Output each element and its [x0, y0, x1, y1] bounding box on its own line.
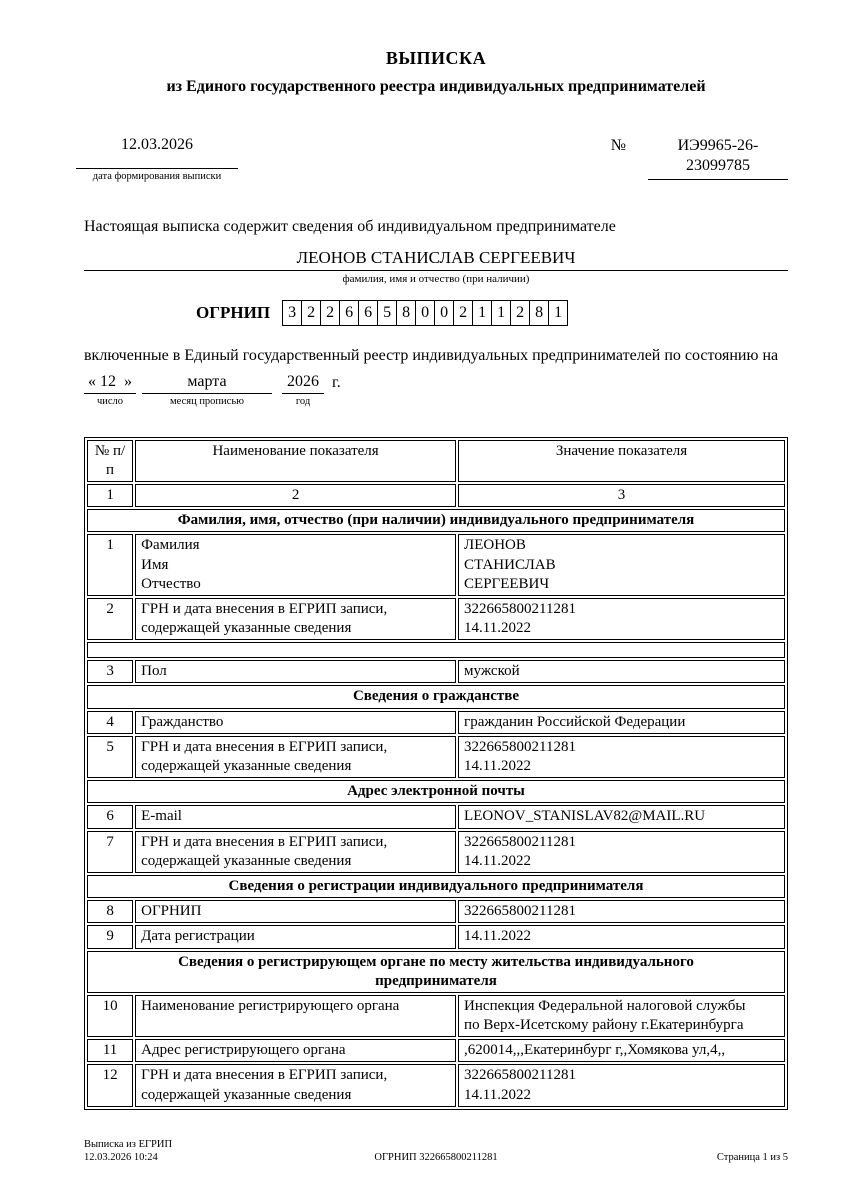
cell-line: Сведения о регистрации индивидуального предпринимателя [228, 877, 644, 894]
extract-number-value [648, 136, 788, 180]
extract-number-line-2: 23099785 [686, 157, 750, 174]
ogrnip-digit-boxes [282, 300, 568, 326]
day-value: 12 [100, 372, 116, 390]
empty-cell [87, 642, 785, 658]
section-header-cell [87, 875, 785, 898]
indicator-name-cell [135, 1064, 456, 1106]
cell-line: 14.11.2022 [464, 758, 531, 775]
year-caption: год [295, 395, 311, 407]
cell-line: 322665800211281 [464, 738, 576, 755]
row-number-cell: 4 [87, 711, 133, 734]
cell-line: содержащей указанные сведения [141, 620, 352, 637]
row-number-cell: 8 [87, 900, 133, 923]
year-suffix: г. [332, 373, 341, 391]
indicator-value-cell [458, 1064, 785, 1106]
meta-row [84, 136, 788, 182]
row-number-cell: 11 [87, 1039, 133, 1062]
section-header-cell [87, 685, 785, 708]
cell-line: 322665800211281 [464, 1067, 576, 1084]
indicator-value-cell [458, 805, 785, 828]
ogrnip-row [196, 300, 788, 326]
ogrnip-digit: 2 [510, 300, 530, 326]
section-header-row [87, 780, 785, 803]
cell-line: ,620014,,,Екатеринбург г,,Хомякова ул,4,, [464, 1042, 726, 1059]
indicator-name-cell [135, 995, 456, 1037]
indicator-name-cell [135, 925, 456, 948]
table-row [87, 711, 785, 734]
cell-line: Наименование регистрирующего органа [141, 997, 400, 1014]
column-numbers-row [87, 484, 785, 507]
page-footer [84, 1138, 788, 1164]
cell-line: Сведения о гражданстве [352, 688, 520, 705]
cell-line: 14.11.2022 [464, 852, 531, 869]
cell-line: предпринимателя [375, 972, 497, 989]
table-row [87, 805, 785, 828]
as-of-date-row [84, 373, 788, 407]
indicator-value-cell [458, 1039, 785, 1062]
document-title: ВЫПИСКА [385, 48, 487, 68]
indicator-name-cell [135, 660, 456, 683]
section-header-row [87, 685, 785, 708]
header-cell-number: № п/п [87, 440, 133, 482]
cell-line: Отчество [141, 575, 201, 592]
section-header-cell [87, 780, 785, 803]
indicator-name-cell [135, 736, 456, 778]
table-row [87, 925, 785, 948]
cell-line: ГРН и дата внесения в ЕГРИП записи, [141, 738, 388, 755]
year-value: 2026 [282, 373, 324, 394]
close-quote: » [124, 372, 132, 390]
row-number-cell: 1 [87, 534, 133, 596]
indicators-table [84, 437, 788, 1110]
indicator-value-cell [458, 736, 785, 778]
table-row [87, 995, 785, 1037]
person-name-block [84, 248, 788, 285]
indicator-name-cell [135, 831, 456, 873]
cell-line: мужской [464, 663, 520, 680]
cell-line: содержащей указанные сведения [141, 1086, 352, 1103]
ogrnip-label: ОГРНИП [196, 303, 271, 322]
ogrnip-digit: 2 [301, 300, 321, 326]
indicator-value-cell [458, 711, 785, 734]
cell-line: 14.11.2022 [464, 620, 531, 637]
table-row [87, 1039, 785, 1062]
row-number-cell: 7 [87, 831, 133, 873]
cell-line: СТАНИСЛАВ [464, 556, 556, 573]
header-cell-indicator-value: Значение показателя [458, 440, 785, 482]
table-row [87, 598, 785, 640]
indicator-value-cell [458, 900, 785, 923]
indicator-name-cell [135, 805, 456, 828]
intro-text: Настоящая выписка содержит сведения об индивидуальном предпринимателе [84, 218, 616, 235]
cell-line: Дата регистрации [141, 928, 255, 945]
indicator-name-cell [135, 711, 456, 734]
number-sign: № [610, 137, 626, 154]
cell-line: содержащей указанные сведения [141, 852, 352, 869]
row-number-cell: 10 [87, 995, 133, 1037]
row-number-cell: 12 [87, 1064, 133, 1106]
month-caption: месяц прописью [170, 395, 244, 407]
ogrnip-digit: 5 [377, 300, 397, 326]
column-number-3: 3 [458, 484, 785, 507]
cell-line: ГРН и дата внесения в ЕГРИП записи, [141, 1067, 388, 1084]
extract-number-line-1: ИЭ9965-26- [677, 137, 759, 154]
ogrnip-digit: 6 [339, 300, 359, 326]
footer-ogrnip: ОГРНИП 322665800211281 [374, 1152, 498, 1164]
cell-line: Пол [141, 663, 167, 680]
cell-line: ГРН и дата внесения в ЕГРИП записи, [141, 600, 388, 617]
cell-line: E-mail [141, 808, 182, 825]
included-text: включенные в Единый государственный реестр индивидуальных предпринимателей по состоянию на [84, 347, 779, 364]
ogrnip-digit: 0 [434, 300, 454, 326]
cell-line: Фамилия [141, 537, 200, 554]
as-of-month-field [142, 373, 272, 407]
cell-line: 322665800211281 [464, 903, 576, 920]
empty-row [87, 642, 785, 658]
footer-left [84, 1138, 319, 1164]
cell-line: гражданин Российской Федерации [464, 713, 686, 730]
cell-line: Сведения о регистрирующем органе по месту жительства индивидуального [178, 953, 694, 970]
footer-timestamp: 12.03.2026 10:24 [84, 1152, 158, 1164]
indicator-value-cell [458, 660, 785, 683]
row-number-cell: 9 [87, 925, 133, 948]
ogrnip-digit: 2 [320, 300, 340, 326]
table-header-row [87, 440, 785, 482]
extract-number-block [611, 136, 788, 180]
indicator-value-cell [458, 598, 785, 640]
cell-line: по Верх-Исетскому району г.Екатеринбурга [464, 1017, 744, 1034]
cell-line: ГРН и дата внесения в ЕГРИП записи, [141, 833, 388, 850]
table-row [87, 1064, 785, 1106]
ogrnip-digit: 8 [529, 300, 549, 326]
indicator-value-cell [458, 925, 785, 948]
ogrnip-digit: 3 [282, 300, 302, 326]
as-of-year-field [282, 373, 324, 407]
ogrnip-digit: 1 [491, 300, 511, 326]
ogrnip-digit: 1 [548, 300, 568, 326]
formation-date-block [76, 136, 238, 182]
ogrnip-digit: 6 [358, 300, 378, 326]
document-subtitle: из Единого государственного реестра индивидуальных предпринимателей [166, 78, 706, 95]
row-number-cell: 3 [87, 660, 133, 683]
indicator-name-cell [135, 534, 456, 596]
indicator-value-cell [458, 831, 785, 873]
table-row [87, 900, 785, 923]
indicator-name-cell [135, 1039, 456, 1062]
section-header-row [87, 875, 785, 898]
document-content [84, 0, 788, 1110]
column-number-1: 1 [87, 484, 133, 507]
month-value: марта [142, 373, 272, 394]
cell-line: Гражданство [141, 713, 224, 730]
indicator-value-cell [458, 534, 785, 596]
cell-line: 322665800211281 [464, 600, 576, 617]
section-header-cell [87, 509, 785, 532]
cell-line: Имя [141, 556, 169, 573]
row-number-cell: 5 [87, 736, 133, 778]
person-name-caption: фамилия, имя и отчество (при наличии) [342, 273, 530, 285]
ogrnip-digit: 8 [396, 300, 416, 326]
footer-page-number: Страница 1 из 5 [716, 1152, 789, 1164]
cell-line: ЛЕОНОВ [464, 537, 526, 554]
row-number-cell: 2 [87, 598, 133, 640]
cell-line: 14.11.2022 [464, 928, 531, 945]
ogrnip-digit: 2 [453, 300, 473, 326]
formation-date-value: 12.03.2026 [76, 136, 238, 169]
cell-line: ОГРНИП [141, 903, 202, 920]
section-header-row [87, 509, 785, 532]
section-header-cell [87, 951, 785, 993]
header-cell-indicator-name: Наименование показателя [135, 440, 456, 482]
cell-line: Фамилия, имя, отчество (при наличии) индивидуального предпринимателя [177, 512, 695, 529]
as-of-day-value [84, 373, 136, 394]
indicator-name-cell [135, 900, 456, 923]
cell-line: 322665800211281 [464, 833, 576, 850]
indicator-value-cell [458, 995, 785, 1037]
column-number-2: 2 [135, 484, 456, 507]
section-header-row [87, 951, 785, 993]
cell-line: содержащей указанные сведения [141, 758, 352, 775]
day-caption: число [96, 395, 124, 407]
cell-line: 14.11.2022 [464, 1086, 531, 1103]
table-row [87, 736, 785, 778]
table-row [87, 831, 785, 873]
open-quote: « [88, 372, 96, 390]
ogrnip-digit: 1 [472, 300, 492, 326]
indicator-name-cell [135, 598, 456, 640]
row-number-cell: 6 [87, 805, 133, 828]
cell-line: Инспекция Федеральной налоговой службы [464, 997, 746, 1014]
cell-line: Адрес регистрирующего органа [141, 1042, 346, 1059]
cell-line: Адрес электронной почты [347, 783, 525, 800]
table-row [87, 534, 785, 596]
cell-line: LEONOV_STANISLAV82@MAIL.RU [464, 808, 706, 825]
ogrnip-digit: 0 [415, 300, 435, 326]
cell-line: СЕРГЕЕВИЧ [464, 575, 550, 592]
formation-date-caption: дата формирования выписки [92, 171, 222, 182]
person-name: ЛЕОНОВ СТАНИСЛАВ СЕРГЕЕВИЧ [84, 248, 788, 271]
as-of-day-field [84, 373, 136, 407]
table-row [87, 660, 785, 683]
footer-doc-type: Выписка из ЕГРИП [84, 1139, 173, 1150]
